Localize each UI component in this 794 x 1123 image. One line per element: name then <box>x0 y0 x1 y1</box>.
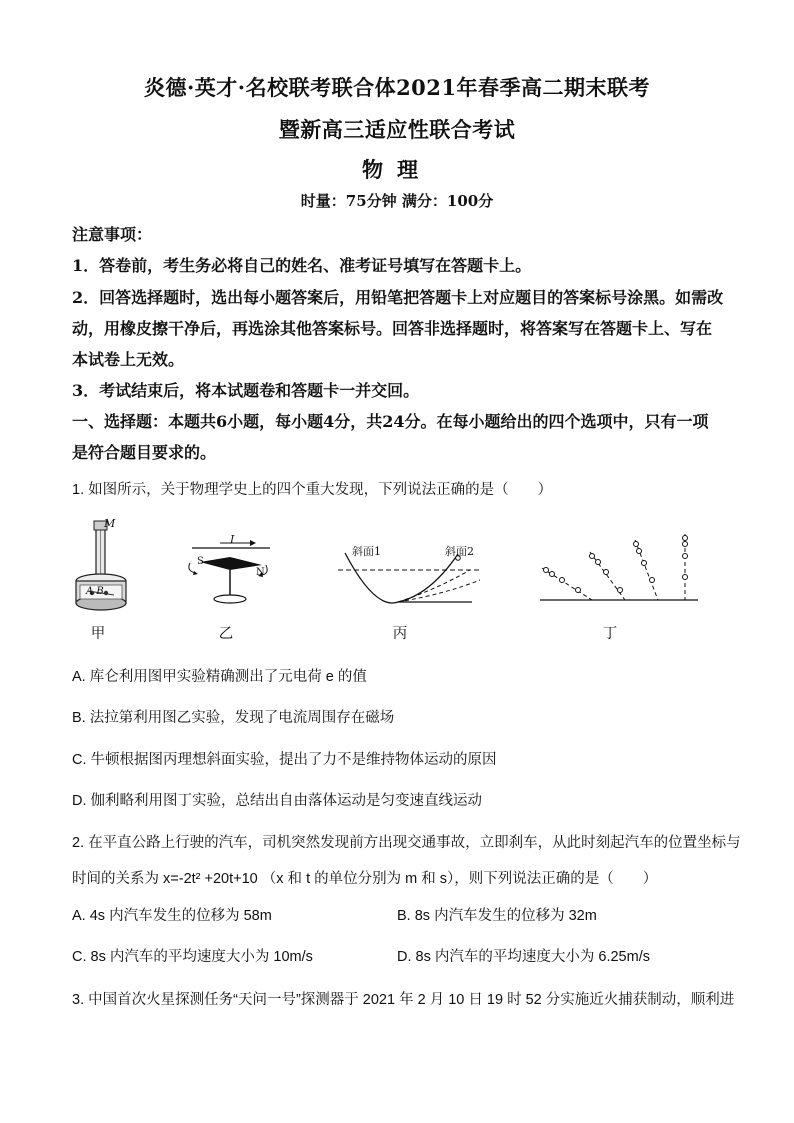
q2-option-b: B. 8s 内汽车发生的位移为 32m <box>397 908 597 924</box>
q1-option-a: A. 库仑利用图甲实验精确测出了元电荷 e 的值 <box>72 669 367 685</box>
notice-item-2-line2: 动，用橡皮擦干净后，再选涂其他答案标号。回答非选择题时，将答案写在答题卡上、写在 <box>72 319 713 338</box>
q1-stem: 1. 如图所示，关于物理学史上的四个重大发现，下列说法正确的是（ ） <box>72 482 553 498</box>
exam-title-line2: 暨新高三适应性联合考试 <box>278 117 516 142</box>
notice-item-3: 3．考试结束后，将本试题卷和答题卡一并交回。 <box>72 381 420 400</box>
figure-jia-label-M: M <box>104 517 116 530</box>
q2-option-a: A. 4s 内汽车发生的位移为 58m <box>72 908 272 924</box>
figure-bing-label-incline1: 斜面1 <box>352 545 381 558</box>
subject-title: 物理 <box>362 157 432 182</box>
q3-stem-line1: 3. 中国首次火星探测任务“天问一号”探测器于 2021 年 2 月 10 日 19 时 52 分实施近火捕获制动，顺利进 <box>72 992 735 1008</box>
figure-ding-caption: 丁 <box>602 626 618 642</box>
notice-heading: 注意事项： <box>72 225 153 244</box>
figure-yi-label-S: S <box>197 556 204 567</box>
notice-item-2-line3: 本试卷上无效。 <box>72 350 185 369</box>
figure-yi-label-I: I <box>230 533 235 546</box>
figure-bing-ideal-incline <box>330 550 490 610</box>
notice-item-2-line1: 2．回答选择题时，选出每小题答案后，用铅笔把答题卡上对应题目的答案标号涂黑。如需改 <box>72 288 724 307</box>
section1-heading-line1: 一、选择题：本题共6小题，每小题4分，共24分。在每小题给出的四个选项中，只有一项 <box>72 412 709 431</box>
figure-jia-torsion-balance <box>70 515 140 615</box>
q2-option-c: C. 8s 内汽车的平均速度大小为 10m/s <box>72 949 313 965</box>
q1-option-c: C. 牛顿根据图丙理想斜面实验，提出了力不是维持物体运动的原因 <box>72 752 497 768</box>
figure-yi-oersted <box>180 535 280 615</box>
exam-title-line1: 炎德·英才·名校联考联合体2021年春季高二期末联考 <box>143 75 651 100</box>
figure-jia-caption: 甲 <box>90 626 106 642</box>
figure-bing-label-incline2: 斜面2 <box>445 545 474 558</box>
notice-item-1: 1．答卷前，考生务必将自己的姓名、准考证号填写在答题卡上。 <box>72 256 532 275</box>
section1-heading-line2: 是符合题目要求的。 <box>72 443 217 462</box>
figure-ding-galileo-inclines <box>540 530 700 605</box>
q2-stem-line1: 2. 在平直公路上行驶的汽车，司机突然发现前方出现交通事故，立即刹车，从此时刻起汽车的位置坐标与 <box>72 835 741 851</box>
figure-bing-caption: 丙 <box>392 626 408 642</box>
q1-option-d: D. 伽利略利用图丁实验，总结出自由落体运动是匀变速直线运动 <box>72 793 483 809</box>
q1-option-b: B. 法拉第利用图乙实验，发现了电流周围存在磁场 <box>72 710 395 726</box>
figure-yi-caption: 乙 <box>218 626 234 642</box>
q2-option-d: D. 8s 内汽车的平均速度大小为 6.25m/s <box>397 949 650 965</box>
time-info: 时量：75分钟 满分：100分 <box>300 192 494 210</box>
figure-yi-label-N: N <box>256 567 265 578</box>
q2-stem-line2: 时间的关系为 x=-2t² +20t+10 （x 和 t 的单位分别为 m 和 s），则下列说法正确的是（ ） <box>72 871 658 887</box>
figure-jia-label-AB: A B <box>86 586 104 597</box>
